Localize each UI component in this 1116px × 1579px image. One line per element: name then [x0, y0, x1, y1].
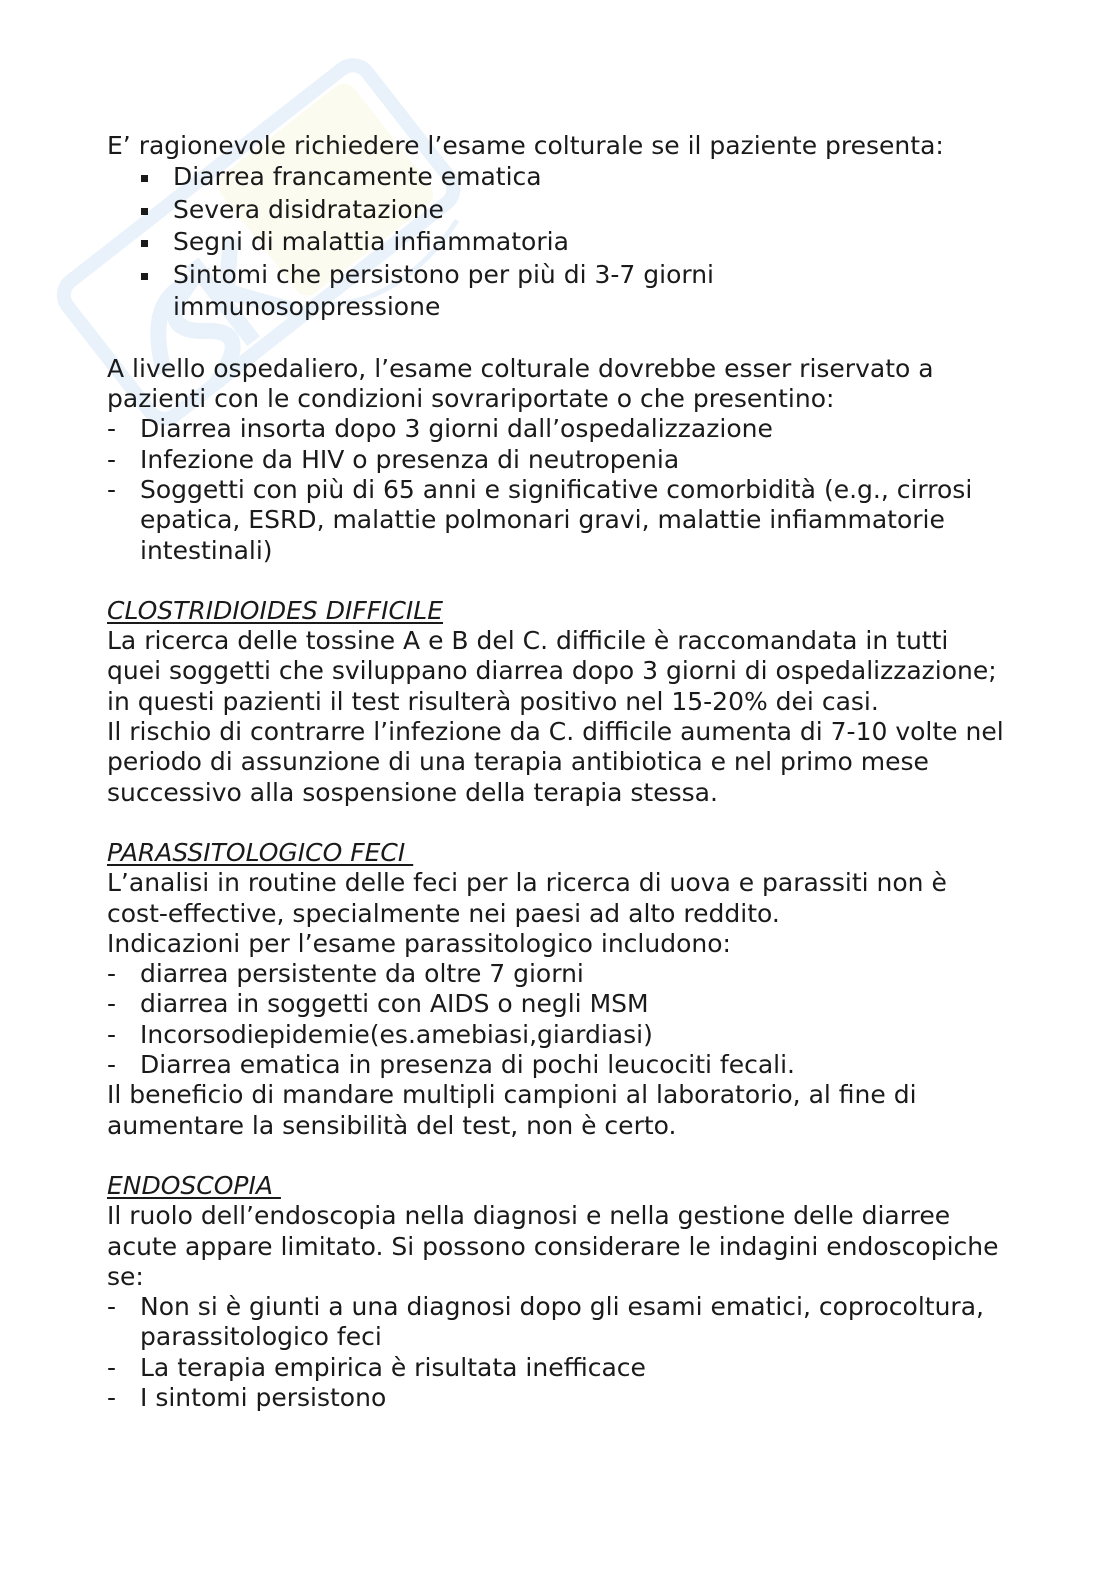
list-item: - diarrea persistente da oltre 7 giorni [140, 959, 1007, 989]
clostridioides-paragraph: La ricerca delle tossine A e B del C. difficile è raccomandata in tutti quei soggetti che sviluppano diarrea dopo 3 giorni di ospedalizzazione; in questi pazienti il test risulterà positivo nel 15-20% dei casi. [107, 626, 997, 716]
list-item: - Non si è giunti a una diagnosi dopo gli esami ematici, coprocoltura, parassitologico feci [140, 1292, 1007, 1353]
list-item: Severa disidratazione [173, 194, 1007, 227]
endoscopia-paragraph: Il ruolo dell’endoscopia nella diagnosi e nella gestione delle diarree acute appare limitato. Si possono considerare le indagini endoscopiche se: [107, 1201, 999, 1291]
list-item: - I sintomi persistono [140, 1383, 1007, 1413]
list-item: - Diarrea insorta dopo 3 giorni dall’ospedalizzazione [140, 414, 1007, 444]
parassitologico-indications-list [107, 959, 1007, 1080]
document-page [107, 131, 1007, 1413]
list-item: - Incorsodiepidemie(es.amebiasi,giardiasi) [140, 1020, 1007, 1050]
cultural-intro: E’ ragionevole richiedere l’esame colturale se il paziente presenta: [107, 131, 944, 160]
list-item: - Soggetti con più di 65 anni e significative comorbidità (e.g., cirrosi epatica, ESRD, malattie polmonari gravi, malattie infiammatorie intestinali) [140, 475, 1007, 566]
list-item: Diarrea francamente ematica [173, 161, 1007, 194]
parassitologico-paragraph: L’analisi in routine delle feci per la ricerca di uova e parassiti non è cost-effective, specialmente nei paesi ad alto reddito. [107, 868, 947, 928]
list-item: - Infezione da HIV o presenza di neutropenia [140, 445, 1007, 475]
list-item: - Diarrea ematica in presenza di pochi leucociti fecali. [140, 1050, 1007, 1080]
list-item: - La terapia empirica è risultata inefficace [140, 1353, 1007, 1383]
hospital-criteria-list [107, 414, 1007, 565]
list-item: - diarrea in soggetti con AIDS o negli MSM [140, 989, 1007, 1019]
clostridioides-paragraph: Il rischio di contrarre l’infezione da C. difficile aumenta di 7-10 volte nel periodo di assunzione di una terapia antibiotica e nel primo mese successivo alla sospensione della terapia stessa. [107, 717, 1004, 807]
parassitologico-heading: PARASSITOLOGICO FECI [107, 837, 414, 867]
parassitologico-paragraph: Indicazioni per l’esame parassitologico includono: [107, 928, 731, 958]
parassitologico-paragraph: Il beneficio di mandare multipli campioni al laboratorio, al fine di aumentare la sensibilità del test, non è certo. [107, 1080, 917, 1140]
clostridioides-heading: CLOSTRIDIOIDES DIFFICILE [107, 595, 444, 625]
endoscopia-heading: ENDOSCOPIA [107, 1170, 281, 1200]
endoscopia-criteria-list [107, 1292, 1007, 1413]
list-item: Sintomi che persistono per più di 3-7 giorni immunosoppressione [173, 259, 813, 324]
cultural-criteria-list [107, 161, 1007, 324]
hospital-intro: A livello ospedaliero, l’esame colturale dovrebbe esser riservato a pazienti con le condizioni sovrariportate o che presentino: [107, 353, 934, 414]
list-item: Segni di malattia infiammatoria [173, 226, 1007, 259]
